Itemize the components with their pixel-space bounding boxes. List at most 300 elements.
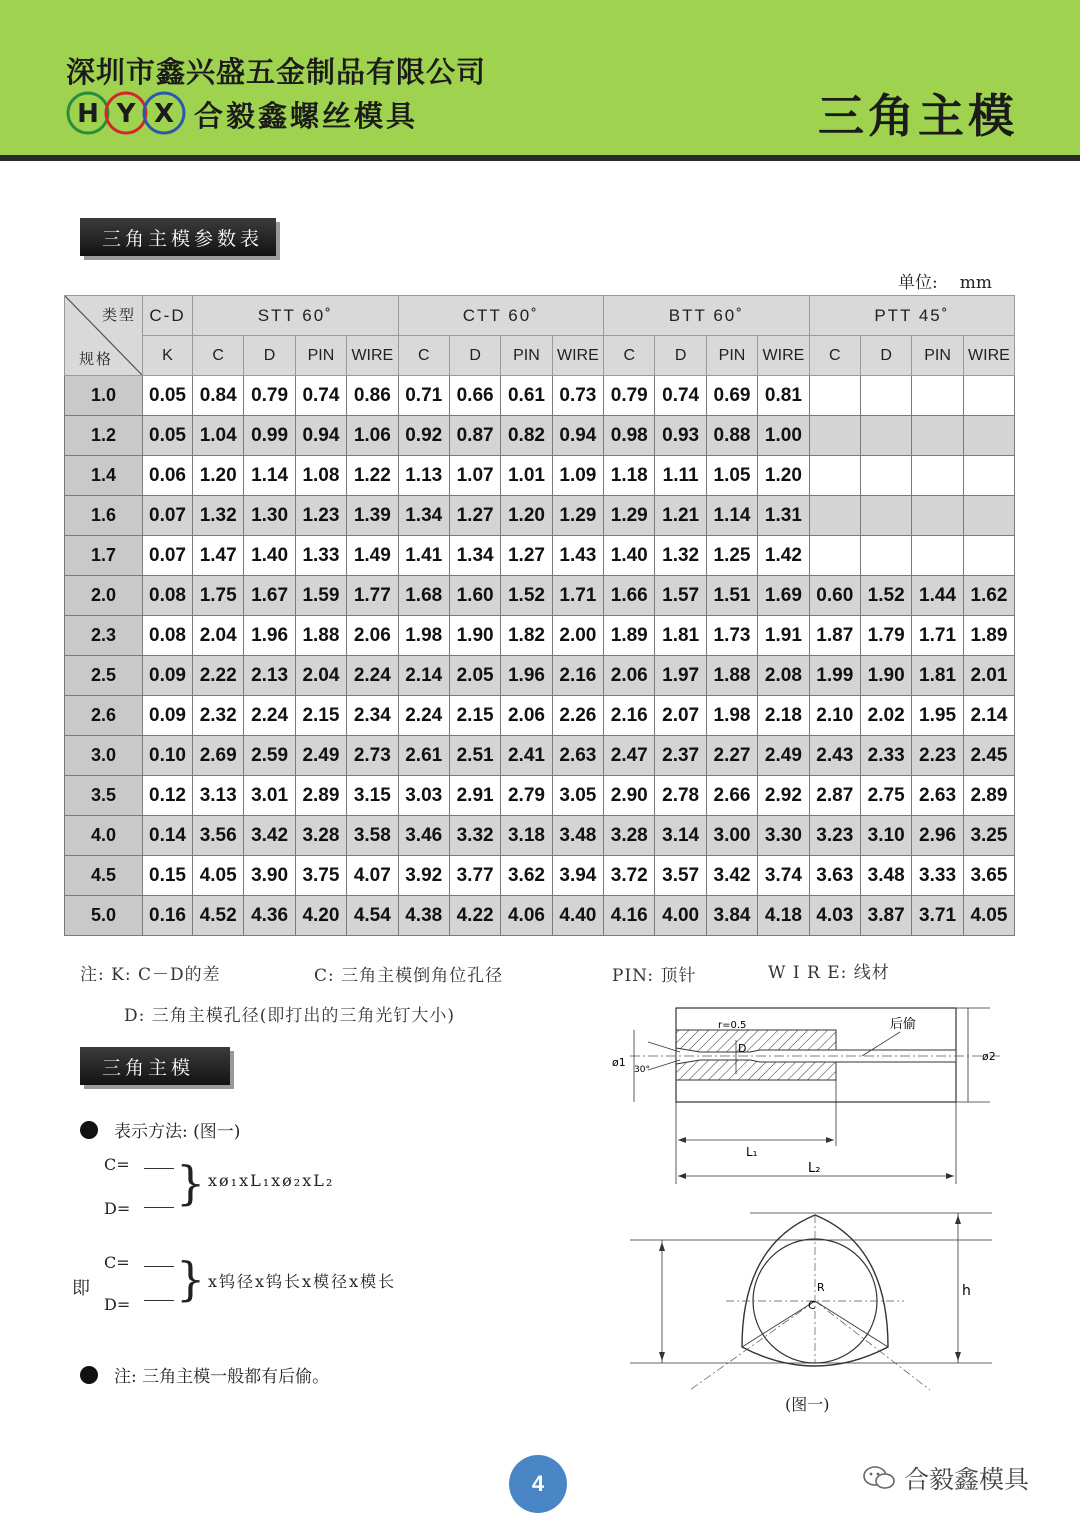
section-title-die: 三角主模 — [80, 1047, 230, 1085]
table-cell: 4.03 — [809, 896, 860, 936]
dim-radius: r=0.5 — [718, 1020, 747, 1031]
table-cell: 3.25 — [963, 816, 1014, 856]
table-cell: 1.89 — [604, 616, 655, 656]
table-cell: 3.62 — [501, 856, 552, 896]
table-cell: 1.60 — [449, 576, 500, 616]
table-cell: 1.25 — [706, 536, 757, 576]
table-cell: 2.07 — [655, 696, 706, 736]
subheader-row — [65, 336, 1015, 376]
table-cell: 0.15 — [143, 856, 193, 896]
table-cell — [912, 456, 963, 496]
table-cell: 2.06 — [347, 616, 398, 656]
row-size-cell: 1.0 — [65, 376, 143, 416]
table-cell: 1.22 — [347, 456, 398, 496]
table-cell: 1.42 — [758, 536, 809, 576]
table-cell: 1.99 — [809, 656, 860, 696]
table-cell — [912, 496, 963, 536]
table-cell: 2.73 — [347, 736, 398, 776]
table-cell: 1.71 — [912, 616, 963, 656]
table-cell: 1.29 — [552, 496, 603, 536]
table-cell: 1.79 — [860, 616, 911, 656]
table-row — [65, 776, 1015, 816]
table-cell: 3.28 — [295, 816, 346, 856]
table-cell: 1.96 — [244, 616, 295, 656]
company-name: 深圳市鑫兴盛五金制品有限公司 — [66, 55, 487, 89]
table-cell: 0.94 — [552, 416, 603, 456]
table-cell: 3.77 — [449, 856, 500, 896]
formula-ji-label: 即 — [72, 1278, 90, 1299]
unit-label: 单位: — [898, 273, 938, 293]
formula-d-blank — [144, 1207, 174, 1208]
subheader-cell: C — [398, 336, 449, 376]
side-view-drawing — [600, 1000, 1020, 1190]
table-cell: 2.16 — [552, 656, 603, 696]
table-cell: 3.01 — [244, 776, 295, 816]
wechat-watermark — [862, 1460, 1029, 1496]
table-cell: 0.05 — [143, 376, 193, 416]
table-cell: 1.90 — [860, 656, 911, 696]
row-size-cell: 1.6 — [65, 496, 143, 536]
table-cell: 3.56 — [193, 816, 244, 856]
table-cell: 1.73 — [706, 616, 757, 656]
table-cell: 2.06 — [604, 656, 655, 696]
table-cell: 3.72 — [604, 856, 655, 896]
table-cell: 0.82 — [501, 416, 552, 456]
table-cell: 2.43 — [809, 736, 860, 776]
subheader-cell: WIRE — [552, 336, 603, 376]
table-cell: 0.09 — [143, 696, 193, 736]
method-heading — [80, 1117, 240, 1142]
table-cell: 1.77 — [347, 576, 398, 616]
table-cell: 0.05 — [143, 416, 193, 456]
table-cell: 0.06 — [143, 456, 193, 496]
table-cell: 3.14 — [655, 816, 706, 856]
watermark-text: 合毅鑫模具 — [904, 1465, 1030, 1494]
table-cell: 1.32 — [193, 496, 244, 536]
table-cell: 2.27 — [706, 736, 757, 776]
table-cell: 2.66 — [706, 776, 757, 816]
table-cell: 3.05 — [552, 776, 603, 816]
table-cell: 3.10 — [860, 816, 911, 856]
table-cell: 2.63 — [552, 736, 603, 776]
subheader-cell: C — [604, 336, 655, 376]
table-cell — [963, 416, 1014, 456]
table-cell: 2.05 — [449, 656, 500, 696]
table-cell: 1.95 — [912, 696, 963, 736]
table-cell: 2.06 — [501, 696, 552, 736]
table-cell: 0.73 — [552, 376, 603, 416]
row-size-cell: 1.4 — [65, 456, 143, 496]
brace-icon: } — [176, 1156, 206, 1210]
table-cell: 1.30 — [244, 496, 295, 536]
table-cell: 1.33 — [295, 536, 346, 576]
row-size-cell: 2.0 — [65, 576, 143, 616]
label-c: C — [808, 1299, 816, 1312]
table-cell: 1.81 — [655, 616, 706, 656]
table-cell: 0.16 — [143, 896, 193, 936]
subheader-cell: PIN — [295, 336, 346, 376]
logo-letter-y: Y — [116, 99, 136, 129]
row-size-cell: 1.7 — [65, 536, 143, 576]
table-row — [65, 896, 1015, 936]
table-cell: 4.40 — [552, 896, 603, 936]
table-cell: 1.87 — [809, 616, 860, 656]
table-cell: 3.57 — [655, 856, 706, 896]
table-cell: 1.66 — [604, 576, 655, 616]
table-cell: 3.65 — [963, 856, 1014, 896]
table-cell: 1.82 — [501, 616, 552, 656]
table-cell: 3.94 — [552, 856, 603, 896]
table-cell — [860, 536, 911, 576]
table-cell — [963, 376, 1014, 416]
row-size-cell: 5.0 — [65, 896, 143, 936]
table-cell: 1.14 — [244, 456, 295, 496]
subheader-cell: WIRE — [758, 336, 809, 376]
unit-note — [898, 268, 992, 293]
table-cell: 0.08 — [143, 576, 193, 616]
table-row — [65, 576, 1015, 616]
method-heading-text: 表示方法: (图一) — [114, 1122, 241, 1142]
table-cell: 1.98 — [398, 616, 449, 656]
subheader-cell: D — [860, 336, 911, 376]
dim-l1: L₁ — [746, 1145, 758, 1159]
row-size-cell: 2.3 — [65, 616, 143, 656]
table-cell: 3.92 — [398, 856, 449, 896]
subheader-cell: D — [655, 336, 706, 376]
table-cell: 0.08 — [143, 616, 193, 656]
note-pin: PIN: 顶针 — [612, 966, 697, 986]
table-cell: 3.46 — [398, 816, 449, 856]
table-row — [65, 696, 1015, 736]
row-size-cell: 1.2 — [65, 416, 143, 456]
formula-d-label: D= — [104, 1199, 131, 1218]
row-size-cell: 3.5 — [65, 776, 143, 816]
table-cell: 0.07 — [143, 536, 193, 576]
table-cell: 3.18 — [501, 816, 552, 856]
table-body — [65, 376, 1015, 936]
table-cell — [912, 376, 963, 416]
subheader-cell: K — [143, 336, 193, 376]
table-row — [65, 376, 1015, 416]
brace-icon: } — [176, 1252, 206, 1306]
table-cell: 2.63 — [912, 776, 963, 816]
table-cell: 0.74 — [655, 376, 706, 416]
table-cell: 2.41 — [501, 736, 552, 776]
table-cell: 1.52 — [860, 576, 911, 616]
table-row — [65, 736, 1015, 776]
table-cell: 0.88 — [706, 416, 757, 456]
table-cell: 1.40 — [604, 536, 655, 576]
table-cell: 0.61 — [501, 376, 552, 416]
table-cell: 3.63 — [809, 856, 860, 896]
table-cell: 2.04 — [295, 656, 346, 696]
row-size-cell: 3.0 — [65, 736, 143, 776]
table-cell: 2.23 — [912, 736, 963, 776]
table-cell — [963, 536, 1014, 576]
table-cell: 2.22 — [193, 656, 244, 696]
table-cell — [963, 456, 1014, 496]
table-cell: 3.71 — [912, 896, 963, 936]
note-k: 注: K: C－D的差 — [80, 965, 221, 985]
table-cell: 2.87 — [809, 776, 860, 816]
table-cell: 3.03 — [398, 776, 449, 816]
table-cell: 4.06 — [501, 896, 552, 936]
formula-d-label: D= — [104, 1295, 131, 1314]
table-cell: 1.44 — [912, 576, 963, 616]
table-cell: 4.07 — [347, 856, 398, 896]
formula-c-label: C= — [104, 1155, 130, 1174]
logo-letter-x: X — [153, 99, 175, 129]
table-cell: 1.75 — [193, 576, 244, 616]
table-cell: 3.15 — [347, 776, 398, 816]
corner-type-label: 类型 — [101, 306, 136, 324]
table-cell: 2.47 — [604, 736, 655, 776]
table-cell: 1.21 — [655, 496, 706, 536]
table-cell: 2.15 — [449, 696, 500, 736]
table-cell — [912, 536, 963, 576]
table-cell: 0.93 — [655, 416, 706, 456]
table-cell: 2.14 — [963, 696, 1014, 736]
table-cell: 3.90 — [244, 856, 295, 896]
formula-c-blank — [144, 1266, 174, 1267]
parameter-table — [64, 295, 1015, 936]
table-cell: 4.18 — [758, 896, 809, 936]
table-cell: 1.34 — [398, 496, 449, 536]
table-cell: 1.71 — [552, 576, 603, 616]
table-cell: 1.89 — [963, 616, 1014, 656]
subheader-cell: PIN — [912, 336, 963, 376]
table-cell: 2.10 — [809, 696, 860, 736]
table-cell: 1.88 — [295, 616, 346, 656]
table-cell: 2.96 — [912, 816, 963, 856]
table-cell: 2.61 — [398, 736, 449, 776]
table-cell: 1.59 — [295, 576, 346, 616]
table-cell — [809, 416, 860, 456]
table-cell: 1.06 — [347, 416, 398, 456]
table-row — [65, 816, 1015, 856]
table-cell: 2.00 — [552, 616, 603, 656]
table-cell: 3.30 — [758, 816, 809, 856]
table-cell: 2.37 — [655, 736, 706, 776]
table-cell: 1.32 — [655, 536, 706, 576]
formula-c-blank — [144, 1168, 174, 1169]
table-cell: 2.18 — [758, 696, 809, 736]
table-cell — [809, 376, 860, 416]
row-size-cell: 4.5 — [65, 856, 143, 896]
subheader-cell: WIRE — [963, 336, 1014, 376]
table-cell — [963, 496, 1014, 536]
group-header-ptt: PTT 45˚ — [809, 296, 1015, 336]
table-cell: 0.07 — [143, 496, 193, 536]
table-cell: 3.75 — [295, 856, 346, 896]
subheader-cell: D — [449, 336, 500, 376]
label-r: R — [817, 1281, 825, 1294]
label-back-relief: 后偷 — [890, 1017, 917, 1032]
bottom-note-text: 注: 三角主模一般都有后偷。 — [114, 1367, 330, 1387]
table-cell: 1.20 — [758, 456, 809, 496]
table-cell: 1.39 — [347, 496, 398, 536]
group-header-ctt: CTT 60˚ — [398, 296, 604, 336]
note-c: C: 三角主模倒角位孔径 — [314, 966, 504, 986]
table-cell: 1.40 — [244, 536, 295, 576]
dim-d: D — [738, 1042, 747, 1055]
table-cell: 1.43 — [552, 536, 603, 576]
table-cell: 0.79 — [244, 376, 295, 416]
table-cell: 2.79 — [501, 776, 552, 816]
triangle-profile-drawing — [630, 1205, 1000, 1400]
table-row — [65, 456, 1015, 496]
table-cell: 2.89 — [295, 776, 346, 816]
table-cell: 3.48 — [552, 816, 603, 856]
table-cell: 1.49 — [347, 536, 398, 576]
bottom-note — [80, 1362, 329, 1387]
table-cell: 2.24 — [398, 696, 449, 736]
row-size-cell: 2.5 — [65, 656, 143, 696]
table-cell: 2.92 — [758, 776, 809, 816]
table-cell: 3.84 — [706, 896, 757, 936]
table-cell: 1.90 — [449, 616, 500, 656]
table-cell: 1.69 — [758, 576, 809, 616]
table-cell: 1.81 — [912, 656, 963, 696]
brand-name: 合毅鑫螺丝模具 — [194, 99, 419, 133]
table-cell: 4.20 — [295, 896, 346, 936]
table-cell: 3.48 — [860, 856, 911, 896]
table-cell: 4.36 — [244, 896, 295, 936]
subheader-cell: D — [244, 336, 295, 376]
table-cell: 4.22 — [449, 896, 500, 936]
table-cell: 1.57 — [655, 576, 706, 616]
table-cell — [860, 456, 911, 496]
logo-letter-h: H — [77, 99, 99, 129]
table-cell: 1.31 — [758, 496, 809, 536]
row-size-cell: 4.0 — [65, 816, 143, 856]
table-cell: 2.78 — [655, 776, 706, 816]
table-cell: 2.69 — [193, 736, 244, 776]
table-cell: 3.87 — [860, 896, 911, 936]
table-row — [65, 416, 1015, 456]
dim-phi1: ø1 — [612, 1056, 626, 1069]
table-cell — [809, 536, 860, 576]
table-row — [65, 536, 1015, 576]
table-cell: 3.74 — [758, 856, 809, 896]
table-cell: 2.75 — [860, 776, 911, 816]
table-cell: 1.09 — [552, 456, 603, 496]
table-cell: 2.34 — [347, 696, 398, 736]
table-row — [65, 856, 1015, 896]
dim-l2: L₂ — [808, 1161, 821, 1176]
table-cell: 2.24 — [347, 656, 398, 696]
table-row — [65, 656, 1015, 696]
table-cell: 3.13 — [193, 776, 244, 816]
table-row — [65, 496, 1015, 536]
table-cell: 0.99 — [244, 416, 295, 456]
table-cell: 1.98 — [706, 696, 757, 736]
table-cell: 1.05 — [706, 456, 757, 496]
bullet-icon — [80, 1121, 98, 1139]
table-cell: 1.14 — [706, 496, 757, 536]
table-cell: 0.84 — [193, 376, 244, 416]
table-cell: 2.33 — [860, 736, 911, 776]
table-cell: 1.96 — [501, 656, 552, 696]
table-cell: 2.91 — [449, 776, 500, 816]
table-cell: 2.01 — [963, 656, 1014, 696]
table-cell: 0.81 — [758, 376, 809, 416]
table-cell: 2.02 — [860, 696, 911, 736]
formula-c-label: C= — [104, 1253, 130, 1272]
table-cell: 2.08 — [758, 656, 809, 696]
subheader-cell: PIN — [706, 336, 757, 376]
hyx-logo — [66, 88, 186, 138]
table-cell: 3.28 — [604, 816, 655, 856]
table-cell — [809, 456, 860, 496]
table-cell: 1.91 — [758, 616, 809, 656]
table-cell — [809, 496, 860, 536]
dim-angle: 30° — [634, 1065, 650, 1075]
table-cell: 2.51 — [449, 736, 500, 776]
table-cell — [860, 416, 911, 456]
table-cell: 3.32 — [449, 816, 500, 856]
note-d: D: 三角主模孔径(即打出的三角光钉大小) — [124, 1006, 456, 1026]
table-cell: 3.00 — [706, 816, 757, 856]
header-rule — [0, 155, 1080, 161]
table-cell: 1.04 — [193, 416, 244, 456]
table-cell: 0.71 — [398, 376, 449, 416]
table-cell: 1.62 — [963, 576, 1014, 616]
table-cell: 4.38 — [398, 896, 449, 936]
table-cell: 3.33 — [912, 856, 963, 896]
table-cell — [912, 416, 963, 456]
dim-phi2: ø2 — [982, 1050, 996, 1063]
table-cell: 0.79 — [604, 376, 655, 416]
table-cell: 1.68 — [398, 576, 449, 616]
table-cell: 1.18 — [604, 456, 655, 496]
table-cell: 2.59 — [244, 736, 295, 776]
table-cell: 1.13 — [398, 456, 449, 496]
note-wire: W I R E: 线材 — [768, 963, 890, 983]
page-number: 4 — [509, 1455, 567, 1513]
table-cell: 0.94 — [295, 416, 346, 456]
table-cell: 1.97 — [655, 656, 706, 696]
table-cell: 1.00 — [758, 416, 809, 456]
table-cell: 0.86 — [347, 376, 398, 416]
subheader-cell: C — [809, 336, 860, 376]
table-cell: 0.60 — [809, 576, 860, 616]
table-cell: 3.42 — [706, 856, 757, 896]
table-cell: 1.08 — [295, 456, 346, 496]
table-cell: 2.45 — [963, 736, 1014, 776]
table-cell: 3.42 — [244, 816, 295, 856]
subheader-cell: WIRE — [347, 336, 398, 376]
table-cell: 2.15 — [295, 696, 346, 736]
table-cell: 0.10 — [143, 736, 193, 776]
table-cell: 2.49 — [295, 736, 346, 776]
table-cell: 2.14 — [398, 656, 449, 696]
table-cell: 1.34 — [449, 536, 500, 576]
table-cell: 0.69 — [706, 376, 757, 416]
table-cell: 4.05 — [193, 856, 244, 896]
table-cell: 1.41 — [398, 536, 449, 576]
table-cell: 2.24 — [244, 696, 295, 736]
table-cell: 2.49 — [758, 736, 809, 776]
table-cell: 1.67 — [244, 576, 295, 616]
table-cell: 1.51 — [706, 576, 757, 616]
table-cell: 4.52 — [193, 896, 244, 936]
bullet-icon — [80, 1366, 98, 1384]
table-cell: 3.58 — [347, 816, 398, 856]
group-header-btt: BTT 60˚ — [604, 296, 810, 336]
table-cell: 1.20 — [501, 496, 552, 536]
table-cell: 2.32 — [193, 696, 244, 736]
